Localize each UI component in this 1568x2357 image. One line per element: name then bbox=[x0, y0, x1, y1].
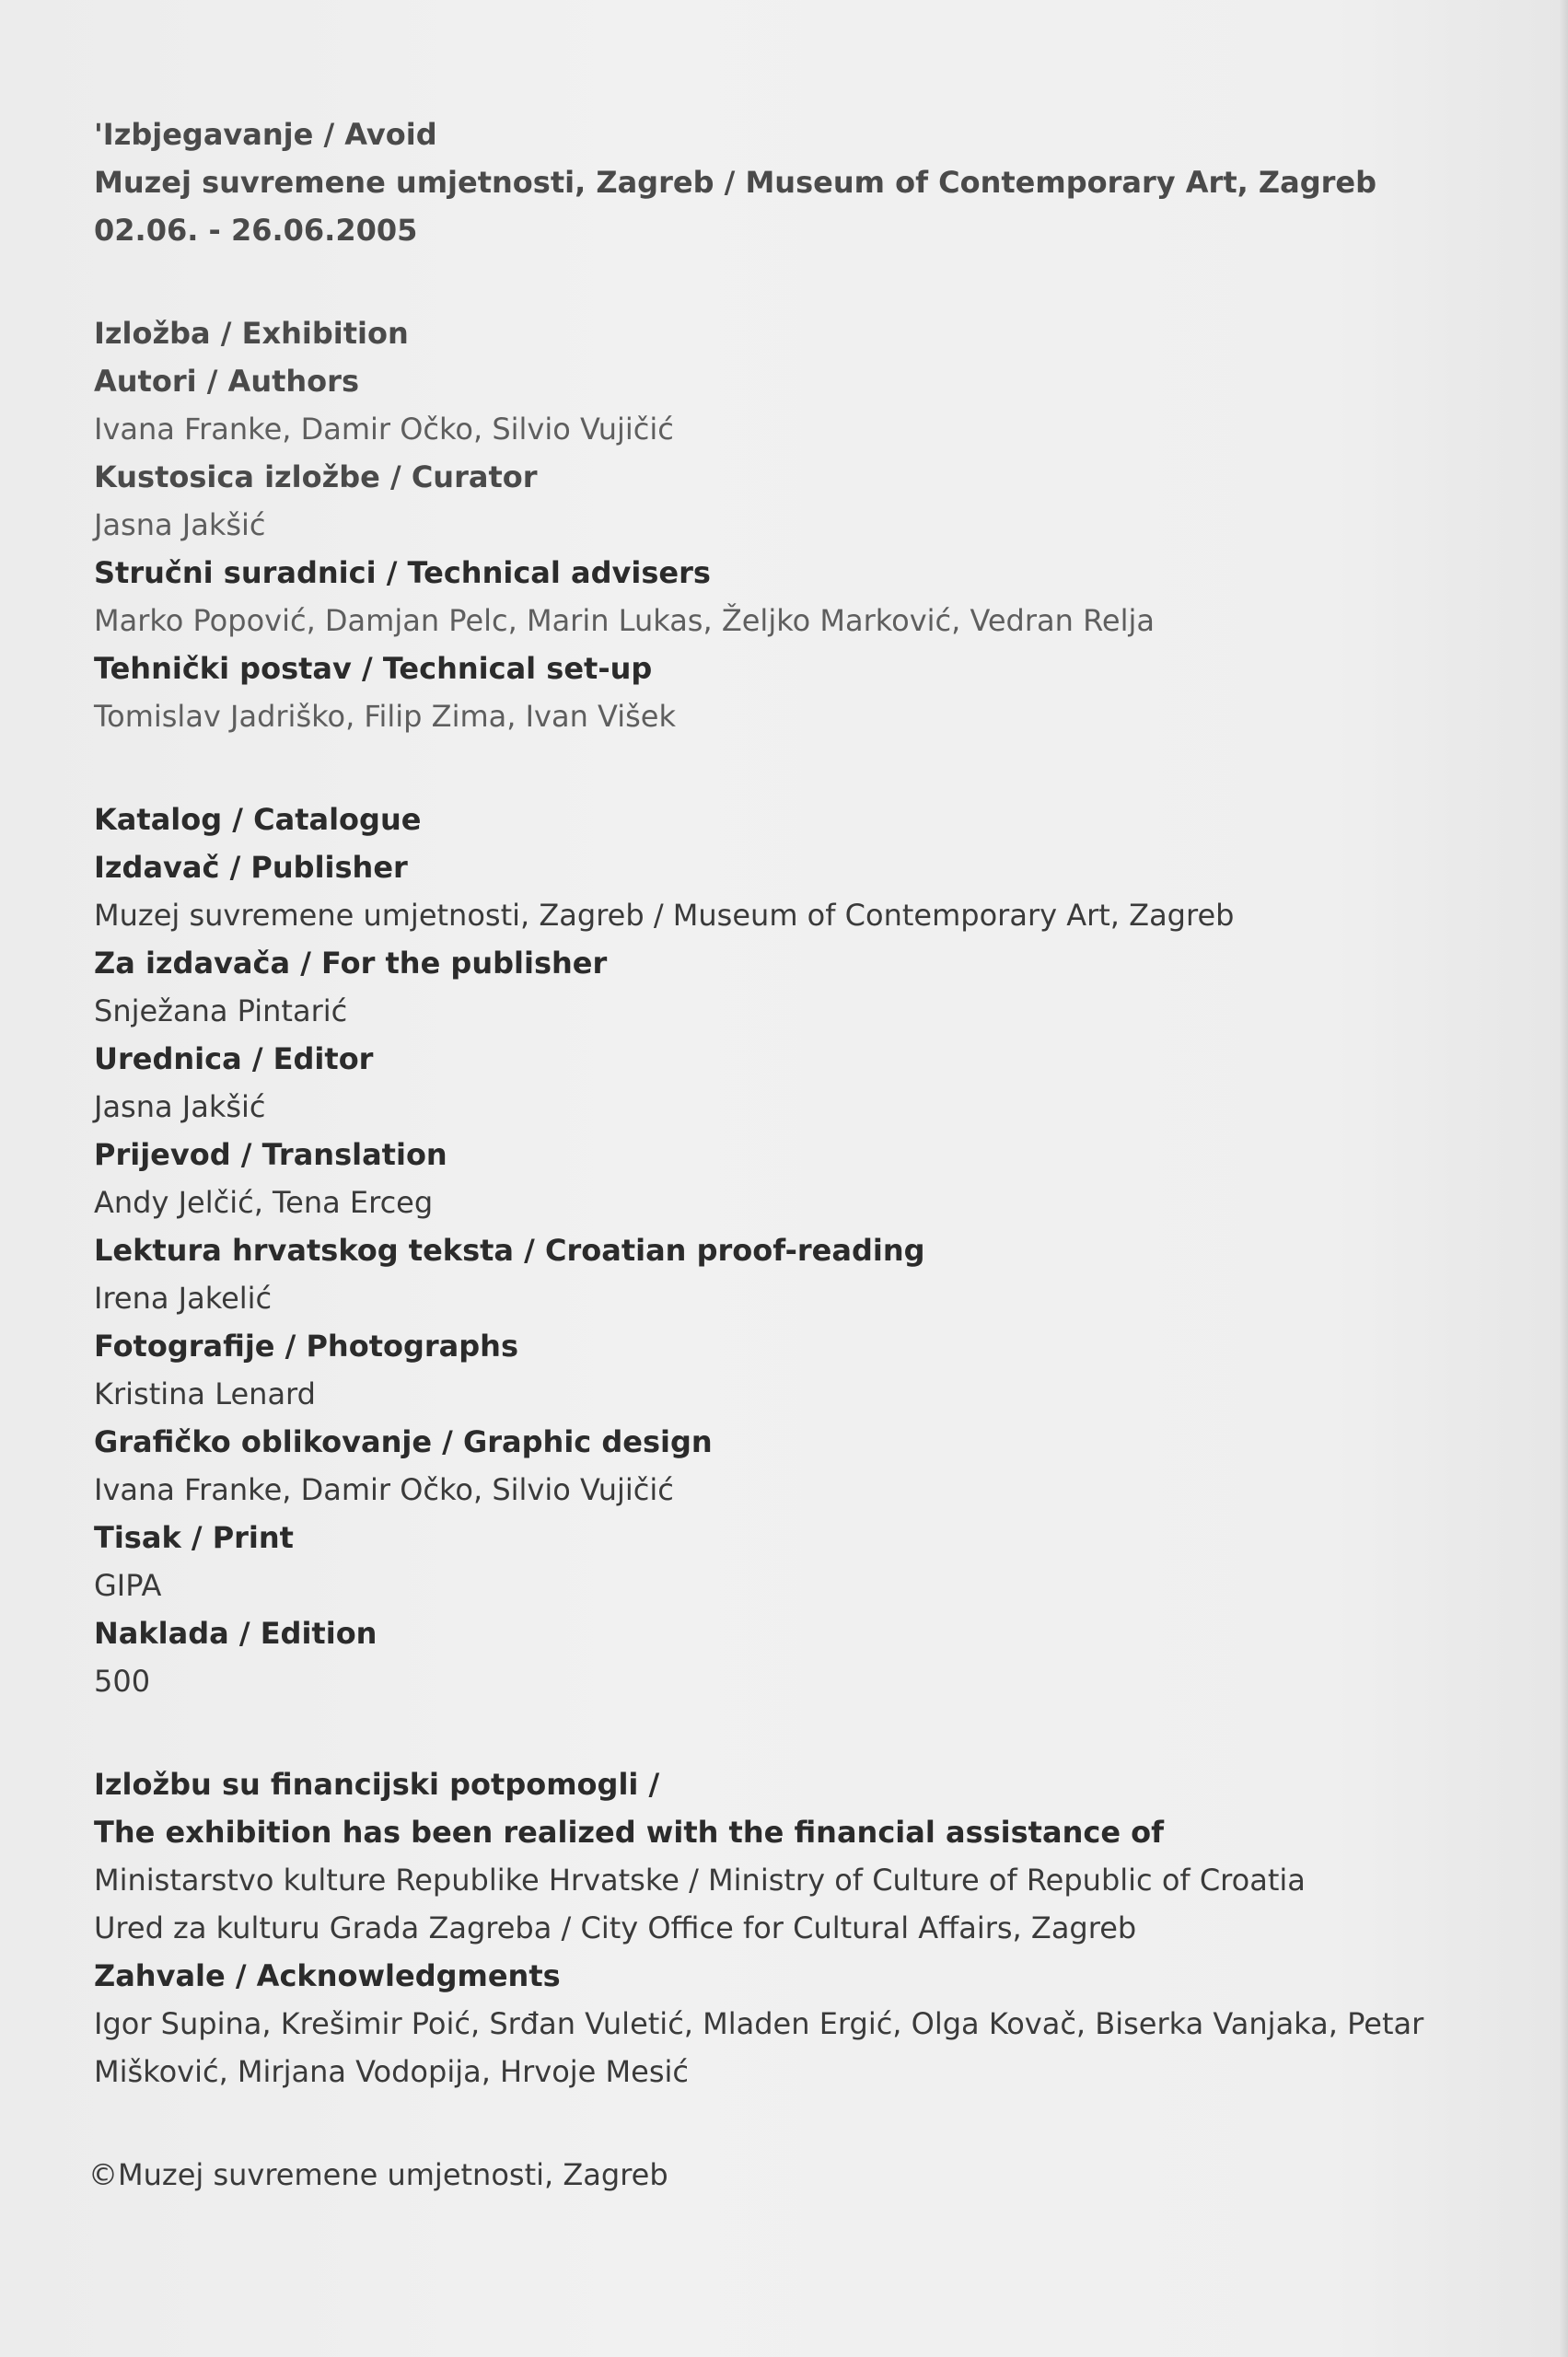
sponsor-city-office: Ured za kulturu Grada Zagreba / City Office for Cultural Affairs, Zagreb bbox=[94, 1910, 1137, 1945]
colophon-content bbox=[88, 110, 1457, 2199]
design-value: Ivana Franke, Damir Očko, Silvio Vujičić bbox=[94, 1472, 674, 1507]
catalogue-section bbox=[94, 795, 1457, 1705]
acknowledgments-line-2: Mišković, Mirjana Vodopija, Hrvoje Mesić bbox=[94, 2054, 689, 2089]
page-edge bbox=[1559, 0, 1568, 2357]
support-heading-en: The exhibition has been realized with the financial assistance of bbox=[94, 1815, 1165, 1850]
edition-label: Naklada / Edition bbox=[94, 1616, 377, 1651]
photographs-label: Fotografije / Photographs bbox=[94, 1329, 518, 1364]
venue: Muzej suvremene umjetnosti, Zagreb / Museum of Contemporary Art, Zagreb bbox=[94, 165, 1376, 200]
publisher-value: Muzej suvremene umjetnosti, Zagreb / Museum of Contemporary Art, Zagreb bbox=[94, 898, 1235, 933]
for-publisher-label: Za izdavača / For the publisher bbox=[94, 946, 608, 981]
photographs-value: Kristina Lenard bbox=[94, 1376, 316, 1411]
proofreading-value: Irena Jakelić bbox=[94, 1281, 273, 1316]
copyright-notice: ©Muzej suvremene umjetnosti, Zagreb bbox=[88, 2157, 668, 2192]
print-value: GIPA bbox=[94, 1568, 162, 1603]
catalogue-heading: Katalog / Catalogue bbox=[94, 802, 422, 837]
authors-value: Ivana Franke, Damir Očko, Silvio Vujičić bbox=[94, 412, 674, 447]
translation-label: Prijevod / Translation bbox=[94, 1137, 447, 1172]
setup-label: Tehnički postav / Technical set-up bbox=[94, 651, 653, 686]
exhibition-section bbox=[94, 309, 1457, 740]
for-publisher-value: Snježana Pintarić bbox=[94, 993, 348, 1028]
exhibition-heading: Izložba / Exhibition bbox=[94, 316, 409, 351]
sponsor-ministry: Ministarstvo kulture Republike Hrvatske / Ministry of Culture of Republic of Croatia bbox=[94, 1863, 1306, 1898]
authors-label: Autori / Authors bbox=[94, 364, 359, 399]
header-section bbox=[94, 110, 1457, 254]
design-label: Grafičko oblikovanje / Graphic design bbox=[94, 1424, 713, 1459]
editor-value: Jasna Jakšić bbox=[94, 1089, 266, 1124]
advisers-value: Marko Popović, Damjan Pelc, Marin Lukas, Željko Marković, Vedran Relja bbox=[94, 603, 1155, 638]
curator-label: Kustosica izložbe / Curator bbox=[94, 459, 538, 494]
acknowledgments-line-1: Igor Supina, Krešimir Poić, Srđan Vuletić, Mladen Ergić, Olga Kovač, Biserka Vanjaka, Petar bbox=[94, 2006, 1424, 2041]
translation-value: Andy Jelčić, Tena Erceg bbox=[94, 1185, 434, 1220]
edition-value: 500 bbox=[94, 1664, 151, 1699]
support-heading-hr: Izložbu su financijski potpomogli / bbox=[94, 1767, 660, 1802]
curator-value: Jasna Jakšić bbox=[94, 507, 266, 542]
exhibition-title: 'Izbjegavanje / Avoid bbox=[94, 117, 437, 152]
print-label: Tisak / Print bbox=[94, 1520, 294, 1555]
advisers-label: Stručni suradnici / Technical advisers bbox=[94, 555, 711, 590]
proofreading-label: Lektura hrvatskog teksta / Croatian proof-reading bbox=[94, 1233, 925, 1268]
exhibition-dates: 02.06. - 26.06.2005 bbox=[94, 213, 418, 248]
support-section bbox=[94, 1760, 1457, 2096]
setup-value: Tomislav Jadriško, Filip Zima, Ivan Višek bbox=[94, 699, 676, 734]
editor-label: Urednica / Editor bbox=[94, 1041, 374, 1076]
publisher-label: Izdavač / Publisher bbox=[94, 850, 408, 885]
acknowledgments-label: Zahvale / Acknowledgments bbox=[94, 1958, 561, 1993]
